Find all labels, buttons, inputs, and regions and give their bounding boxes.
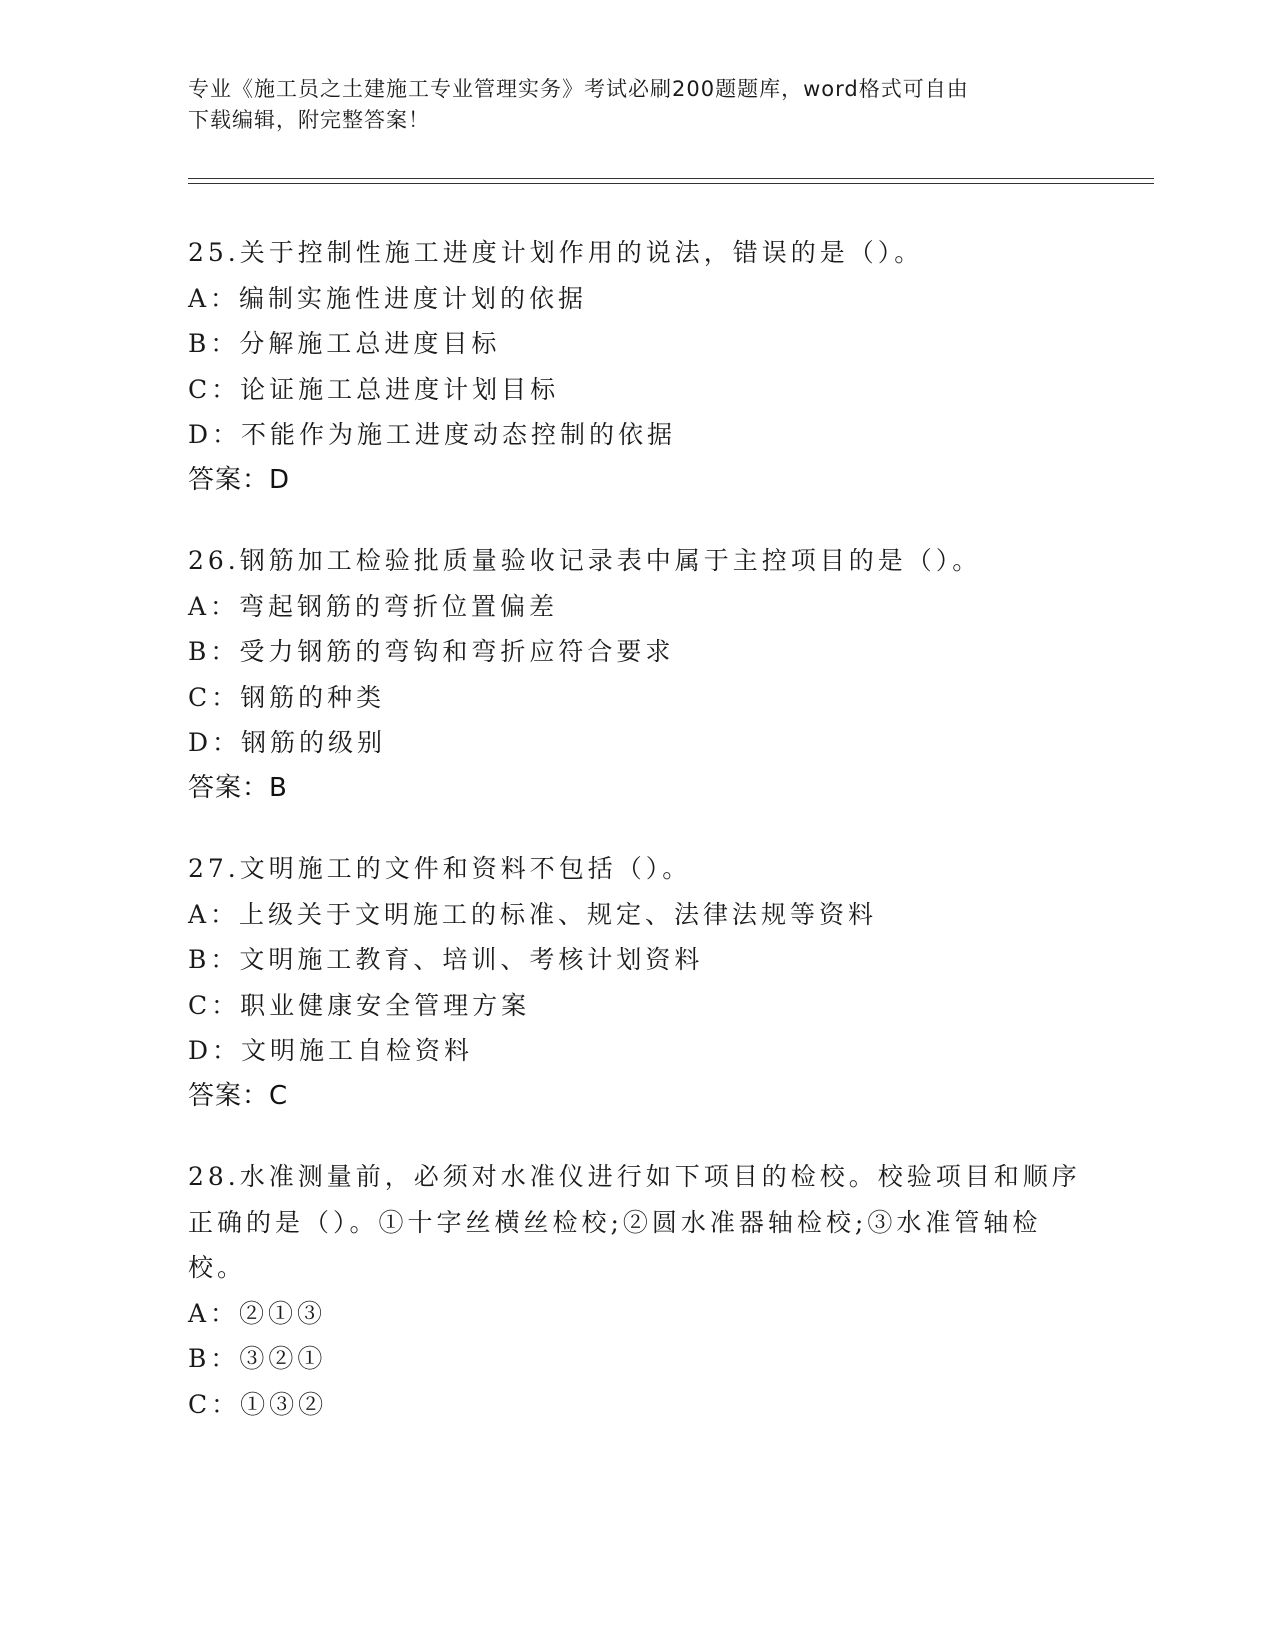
option-b: B：文明施工教育、培训、考核计划资料 <box>188 945 704 974</box>
option-d: D：文明施工自检资料 <box>188 1036 474 1065</box>
option-b: B：③②① <box>188 1344 327 1373</box>
question-26 <box>188 538 1088 811</box>
question-stem-line-1: 28.水准测量前，必须对水准仪进行如下项目的检校。校验项目和顺序 <box>188 1162 1081 1191</box>
question-stem: 25.关于控制性施工进度计划作用的说法，错误的是（）。 <box>188 238 924 267</box>
question-28 <box>188 1154 1088 1427</box>
question-stem: 27.文明施工的文件和资料不包括（）。 <box>188 854 692 883</box>
option-c: C：论证施工总进度计划目标 <box>188 374 560 404</box>
option-c: C：钢筋的种类 <box>188 682 386 712</box>
question-27 <box>188 846 1088 1119</box>
option-b: B：分解施工总进度目标 <box>188 329 501 358</box>
question-stem-line-3: 校。 <box>188 1253 247 1282</box>
option-c: C：①③② <box>188 1389 328 1419</box>
answer-text: 答案：D <box>188 464 291 495</box>
question-stem: 26.钢筋加工检验批质量验收记录表中属于主控项目的是（）。 <box>188 546 982 575</box>
option-a: A：②①③ <box>188 1298 327 1328</box>
answer-text: 答案：C <box>188 1080 289 1111</box>
option-c: C：职业健康安全管理方案 <box>188 990 531 1020</box>
header-line-1: 专业《施工员之土建施工专业管理实务》考试必刷200题题库，word格式可自由 <box>188 77 969 101</box>
option-a: A：弯起钢筋的弯折位置偏差 <box>188 591 559 621</box>
option-d: D：不能作为施工进度动态控制的依据 <box>188 420 677 449</box>
question-list <box>188 230 1088 1462</box>
header-divider-bottom <box>188 183 1154 184</box>
question-25 <box>188 230 1088 503</box>
answer-text: 答案：B <box>188 772 288 803</box>
option-d: D：钢筋的级别 <box>188 728 387 757</box>
option-a: A：上级关于文明施工的标准、规定、法律法规等资料 <box>188 899 878 929</box>
option-a: A：编制实施性进度计划的依据 <box>188 283 588 313</box>
option-b: B：受力钢筋的弯钩和弯折应符合要求 <box>188 637 675 666</box>
question-stem-line-2: 正确的是（）。①十字丝横丝检校;②圆水准器轴检校;③水准管轴检 <box>188 1207 1042 1237</box>
header-divider-top <box>188 178 1154 179</box>
header-line-2: 下载编辑，附完整答案！ <box>188 108 430 132</box>
document-header <box>188 74 1088 136</box>
